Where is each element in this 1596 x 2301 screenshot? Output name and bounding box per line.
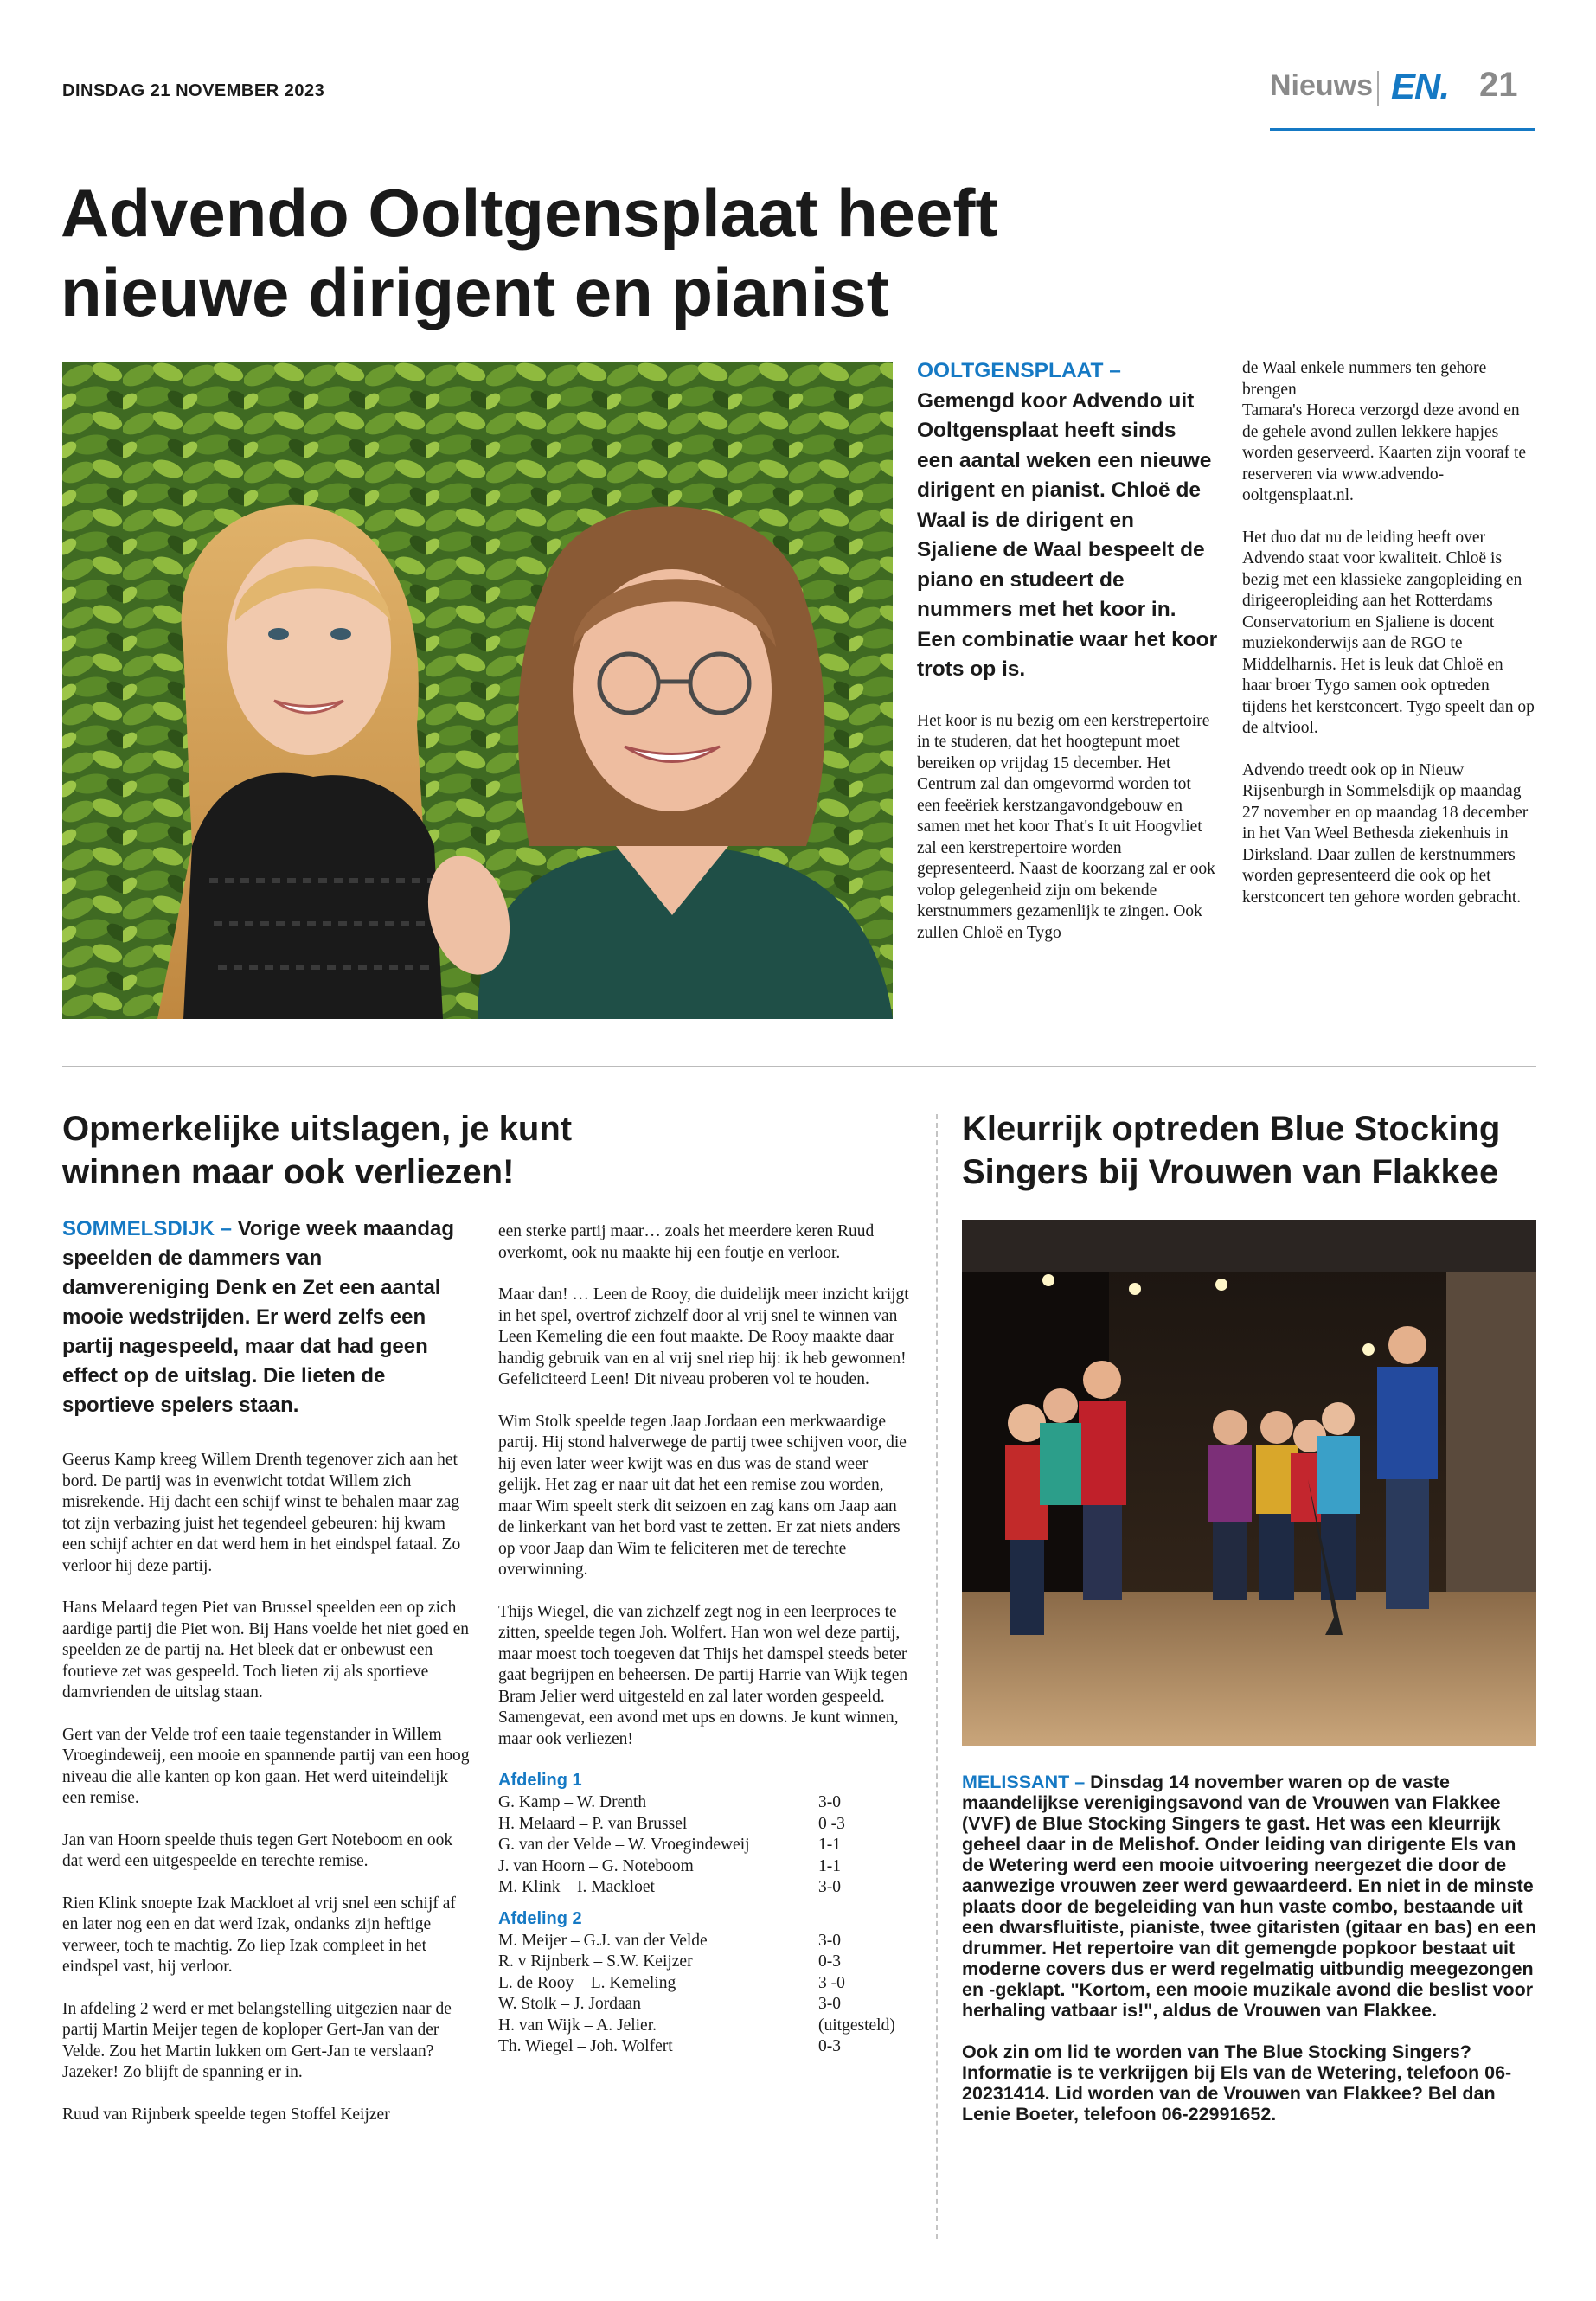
score-cell: 1-1 — [818, 1856, 841, 1875]
article1-paragraph: de Waal enkele nummers ten gehore brengen Tamara's Horeca verzorgd deze avond en de gehele avond zullen lekkere hapjes worden geserveerd. Kaarten zijn vooraf te reserveren via www.advendo-ooltgensplaat.nl. — [1242, 359, 1527, 504]
column-divider — [936, 1114, 938, 2239]
match-cell: G. van der Velde – W. Vroegindeweij — [498, 1836, 750, 1854]
article3-paragraph — [962, 1772, 1540, 2021]
match-cell: W. Stolk – J. Jordaan — [498, 1995, 642, 2013]
afdeling2-results-table — [498, 1931, 913, 2058]
article3-headline — [962, 1107, 1550, 1194]
section-divider — [62, 1066, 1536, 1067]
score-cell: 3-0 — [818, 1793, 841, 1811]
article1-photo — [62, 362, 893, 1019]
article3-dateline: MELISSANT – — [962, 1772, 1086, 1792]
article2-paragraph: Hans Melaard tegen Piet van Brussel speelden een op zich aardige partij die Piet won. Bij Hans voelde het niet goed en speelden ze de partij na. Het bleek dat er onbewust een foutieve zet was gespeeld. Toch lieten zij als sportieve damvrienden de uitslag staan. — [62, 1599, 470, 1702]
article2-body-col1 — [62, 1450, 471, 2125]
match-cell: Th. Wiegel – Joh. Wolfert — [498, 2037, 673, 2055]
table-row — [498, 1931, 913, 1952]
table-row — [498, 2016, 913, 2037]
match-cell: L. de Rooy – L. Kemeling — [498, 1973, 676, 1992]
article2-paragraph: een sterke partij maar… zoals het meerdere keren Ruud overkomt, ook nu maakte hij een foutje en verloor. — [498, 1222, 875, 1262]
header-separator — [1377, 71, 1379, 106]
match-cell: J. van Hoorn – G. Noteboom — [498, 1856, 694, 1875]
article1-dateline: OOLTGENSPLAAT – — [917, 359, 1121, 382]
score-cell: 3 -0 — [818, 1973, 845, 1992]
article1-column-3 — [1242, 358, 1536, 929]
article2-lead — [62, 1215, 471, 1420]
issue-date: DINSDAG 21 NOVEMBER 2023 — [62, 81, 325, 100]
table-row — [498, 2036, 913, 2058]
article1-paragraph: Advendo treedt ook op in Nieuw Rijsenburgh in Sommelsdijk op maandag 27 november en op maandag 18 december in het Van Weel Bethesda ziekenhuis in Dirksland. Daar zullen de kerstnummers worden gepresenteerd die ook op het kerstconcert ten gehore worden gebracht. — [1242, 760, 1529, 907]
header-rule — [1270, 128, 1535, 131]
article2-headline-line2: winnen maar ook verliezen! — [62, 1153, 515, 1191]
score-cell: 0-3 — [818, 2037, 841, 2055]
article1-headline-line1: Advendo Ooltgensplaat heeft — [61, 175, 998, 251]
section-label: Nieuws — [1270, 69, 1374, 102]
article1-lead-text: Gemengd koor Advendo uit Ooltgensplaat heeft sinds een aantal weken een nieuwe dirigent en pianist. Chloë de Waal is de dirigent en Sjaliene de Waal bespeelt de piano en studeert de nummers met het koor in. Een combinatie waar het koor trots op is. — [917, 388, 1218, 681]
score-cell: 3-0 — [818, 1878, 841, 1896]
table-row — [498, 1994, 913, 2016]
portrait-photo-icon — [62, 362, 893, 1019]
article1-headline-line2: nieuwe dirigent en pianist — [61, 254, 889, 330]
article2-column-2 — [498, 1221, 913, 2068]
article1-paragraph: Het koor is nu bezig om een kerstrepertoire in te studeren, dat het hoogtepunt moet bereiken op vrijdag 15 december. Het Centrum zal dan omgevormd worden tot een feeëriek kerstzangavondgebouw en samen met het koor That's It uit Hoogvliet zal een kerstrepertoire worden gepresenteerd. Naast de koorzang zal er ook volop gelegenheid zijn om bekende kerstnummers gezamenlijk te zingen. Ook zullen Chloë en Tygo — [917, 711, 1215, 942]
article1-body-col2 — [917, 711, 1218, 945]
article3-body1: Dinsdag 14 november waren op de vaste maandelijkse verenigingsavond van de Vrouwen van Flakkee (VVF) de Blue Stocking Singers te gast. Het was een kleurrijk geheel daar in de Melishof. Onder leiding van dirigente Els van de Wetering werd een mooie uitvoering neergezet die door de aanwezige vrouwen zeer werd gewaardeerd. En niet in de minste plaats door de begeleiding van hun vaste combo, bestaande uit een dwarsfluitiste, pianiste, twee gitaristen (gitaar en bas) en een drummer. Het repertoire van dit gemengde popkoor bestaat uit moderne covers dus er werd regelmatig uitbundig meegezongen en -geklapt. "Kortom, een mooie muzikale avond die beslist voor herhaling vatbaar is!", aldus de Vrouwen van Flakkee. — [962, 1772, 1537, 2021]
page-number: 21 — [1479, 66, 1518, 104]
article2-paragraph: Jan van Hoorn speelde thuis tegen Gert Noteboom en ook dat werd een uitgespeelde en terechte remise. — [62, 1830, 453, 1870]
article2-paragraph: Ruud van Rijnberk speelde tegen Stoffel Keijzer — [62, 2105, 390, 2124]
match-cell: H. Melaard – P. van Brussel — [498, 1814, 688, 1833]
article3-body — [962, 1772, 1540, 2145]
article2-paragraph: Geerus Kamp kreeg Willem Drenth tegenover zich aan het bord. De partij was in evenwicht totdat Willem zich misrekende. Hij dacht een schijf winst te behalen maar zag tot zijn verbazing juist het tegendeel gebeuren: hij kwam een schijf achter en dat werd hem in het eindspel fataal. Zo verloor hij deze partij. — [62, 1451, 461, 1575]
article2-column-1 — [62, 1215, 471, 2146]
article3-headline-line2: Singers bij Vrouwen van Flakkee — [962, 1153, 1499, 1191]
match-cell: H. van Wijk – A. Jelier. — [498, 2016, 657, 2035]
score-cell: 0 -3 — [818, 1814, 845, 1833]
article3-paragraph: Ook zin om lid te worden van The Blue Stocking Singers? Informatie is te verkrijgen bij Els van de Wetering, telefoon 06-20231414. Lid worden van de Vrouwen van Flakkee? Bel dan Lenie Boeter, telefoon 06-22991652. — [962, 2041, 1512, 2125]
article2-lead-text: Vorige week maandag speelden de dammers van damvereniging Denk en Zet een aantal mooie wedstrijden. Er werd zelfs een partij nagespeeld, maar dat had geen effect op de uitslag. Die lieten de sportieve spelers staan. — [62, 1217, 455, 1417]
table-row — [498, 1973, 913, 1995]
table-row — [498, 1952, 913, 1973]
article2-paragraph: Gert van der Velde trof een taaie tegenstander in Willem Vroegindeweij, een mooie en spannende partij van een hoog niveau die alle kanten op kon gaan. Het werd uiteindelijk een remise. — [62, 1725, 470, 1807]
score-cell: (uitgesteld) — [818, 2016, 895, 2035]
table-row — [498, 1814, 913, 1836]
article3-photo — [962, 1220, 1536, 1746]
article2-paragraph: In afdeling 2 werd er met belangstelling uitgezien naar de partij Martin Meijer tegen de koploper Gert-Jan van der Velde. Zou het Martin lukken om Gert-Jan te verslaan? Jazeker! Zo blijft de spanning er in. — [62, 1999, 452, 2081]
match-cell: G. Kamp – W. Drenth — [498, 1793, 647, 1811]
article2-headline-line1: Opmerkelijke uitslagen, je kunt — [62, 1110, 573, 1148]
score-cell: 1-1 — [818, 1836, 841, 1854]
article3-headline-line1: Kleurrijk optreden Blue Stocking — [962, 1110, 1501, 1148]
article1-lead — [917, 356, 1218, 685]
article2-paragraph: Rien Klink snoepte Izak Mackloet al vrij snel een schijf af en later nog een en dat werd Izak, ondanks zijn heftige verweer, toch te machtig. Zo liep Izak compleet in het eindspel vast, hij verloor. — [62, 1894, 456, 1976]
article2-dateline: SOMMELSDIJK – — [62, 1217, 233, 1240]
article1-headline — [61, 173, 1099, 332]
article1-paragraph: Het duo dat nu de leiding heeft over Advendo staat voor kwaliteit. Chloë is bezig met een klassieke zangopleiding en dirigeeropleiding aan het Rotterdams Conservatorium en Sjaliene is docent muziekonderwijs aan de RGO te Middelharnis. Het is leuk dat Chloë en haar broer Tygo samen ook optreden tijdens het kerstconcert. Tygo speelt dan op de altviool. — [1242, 528, 1535, 737]
afdeling2-title: Afdeling 2 — [498, 1908, 582, 1928]
match-cell: M. Meijer – G.J. van der Velde — [498, 1931, 708, 1950]
afdeling1-results-table — [498, 1792, 913, 1899]
match-cell: R. v Rijnberk – S.W. Keijzer — [498, 1952, 693, 1971]
score-cell: 3-0 — [818, 1995, 841, 2013]
article2-paragraph: Wim Stolk speelde tegen Jaap Jordaan een merkwaardige partij. Hij stond halverwege de partij twee schijven voor, die hij even later weer kwijt was en dus was de stand weer gelijk. Het zag er naar uit dat het een remise zou worden, maar Wim speelt sterk dit seizoen en zag kans om Jaap aan de linkerkant van het bord vast te zetten. Er zat niets anders op voor Jaap dan Wim te feliciteren met de terechte overwinning. — [498, 1412, 907, 1579]
article2-paragraph: Maar dan! … Leen de Rooy, die duidelijk meer inzicht krijgt in het spel, overtrof zichzelf door al vrij snel te winnen van Leen Kemeling die een fout maakte. De Rooy maakte daar handig gebruik van en al vrij snel riep hij: ik heb gewonnen! Gefeliciteerd Leen! Dit niveau proberen vol te houden. — [498, 1285, 909, 1388]
score-cell: 0-3 — [818, 1952, 841, 1971]
table-row — [498, 1856, 913, 1878]
match-cell: M. Klink – I. Mackloet — [498, 1878, 655, 1896]
table-row — [498, 1792, 913, 1814]
choir-photo-icon — [962, 1220, 1536, 1746]
table-row — [498, 1877, 913, 1899]
table-row — [498, 1835, 913, 1856]
article1-column-2 — [917, 356, 1218, 965]
score-cell: 3-0 — [818, 1931, 841, 1950]
article2-headline — [62, 1107, 927, 1194]
newspaper-logo: EN. — [1391, 66, 1450, 106]
article2-body-col2 — [498, 1221, 913, 1750]
afdeling1-title: Afdeling 1 — [498, 1771, 582, 1790]
article2-paragraph: Thijs Wiegel, die van zichzelf zegt nog in een leerproces te zitten, speelde tegen Joh. Wolfert. Han won wel deze partij, maar moest toch toegeven dat Thijs het damspel steeds beter gaat begrijpen en beheersen. De partij Harrie van Wijk tegen Bram Jelier werd uitgesteld en zal later worden gespeeld. Samengevat, een avond met ups en downs. Je kunt winnen, maar ook verliezen! — [498, 1602, 908, 1748]
